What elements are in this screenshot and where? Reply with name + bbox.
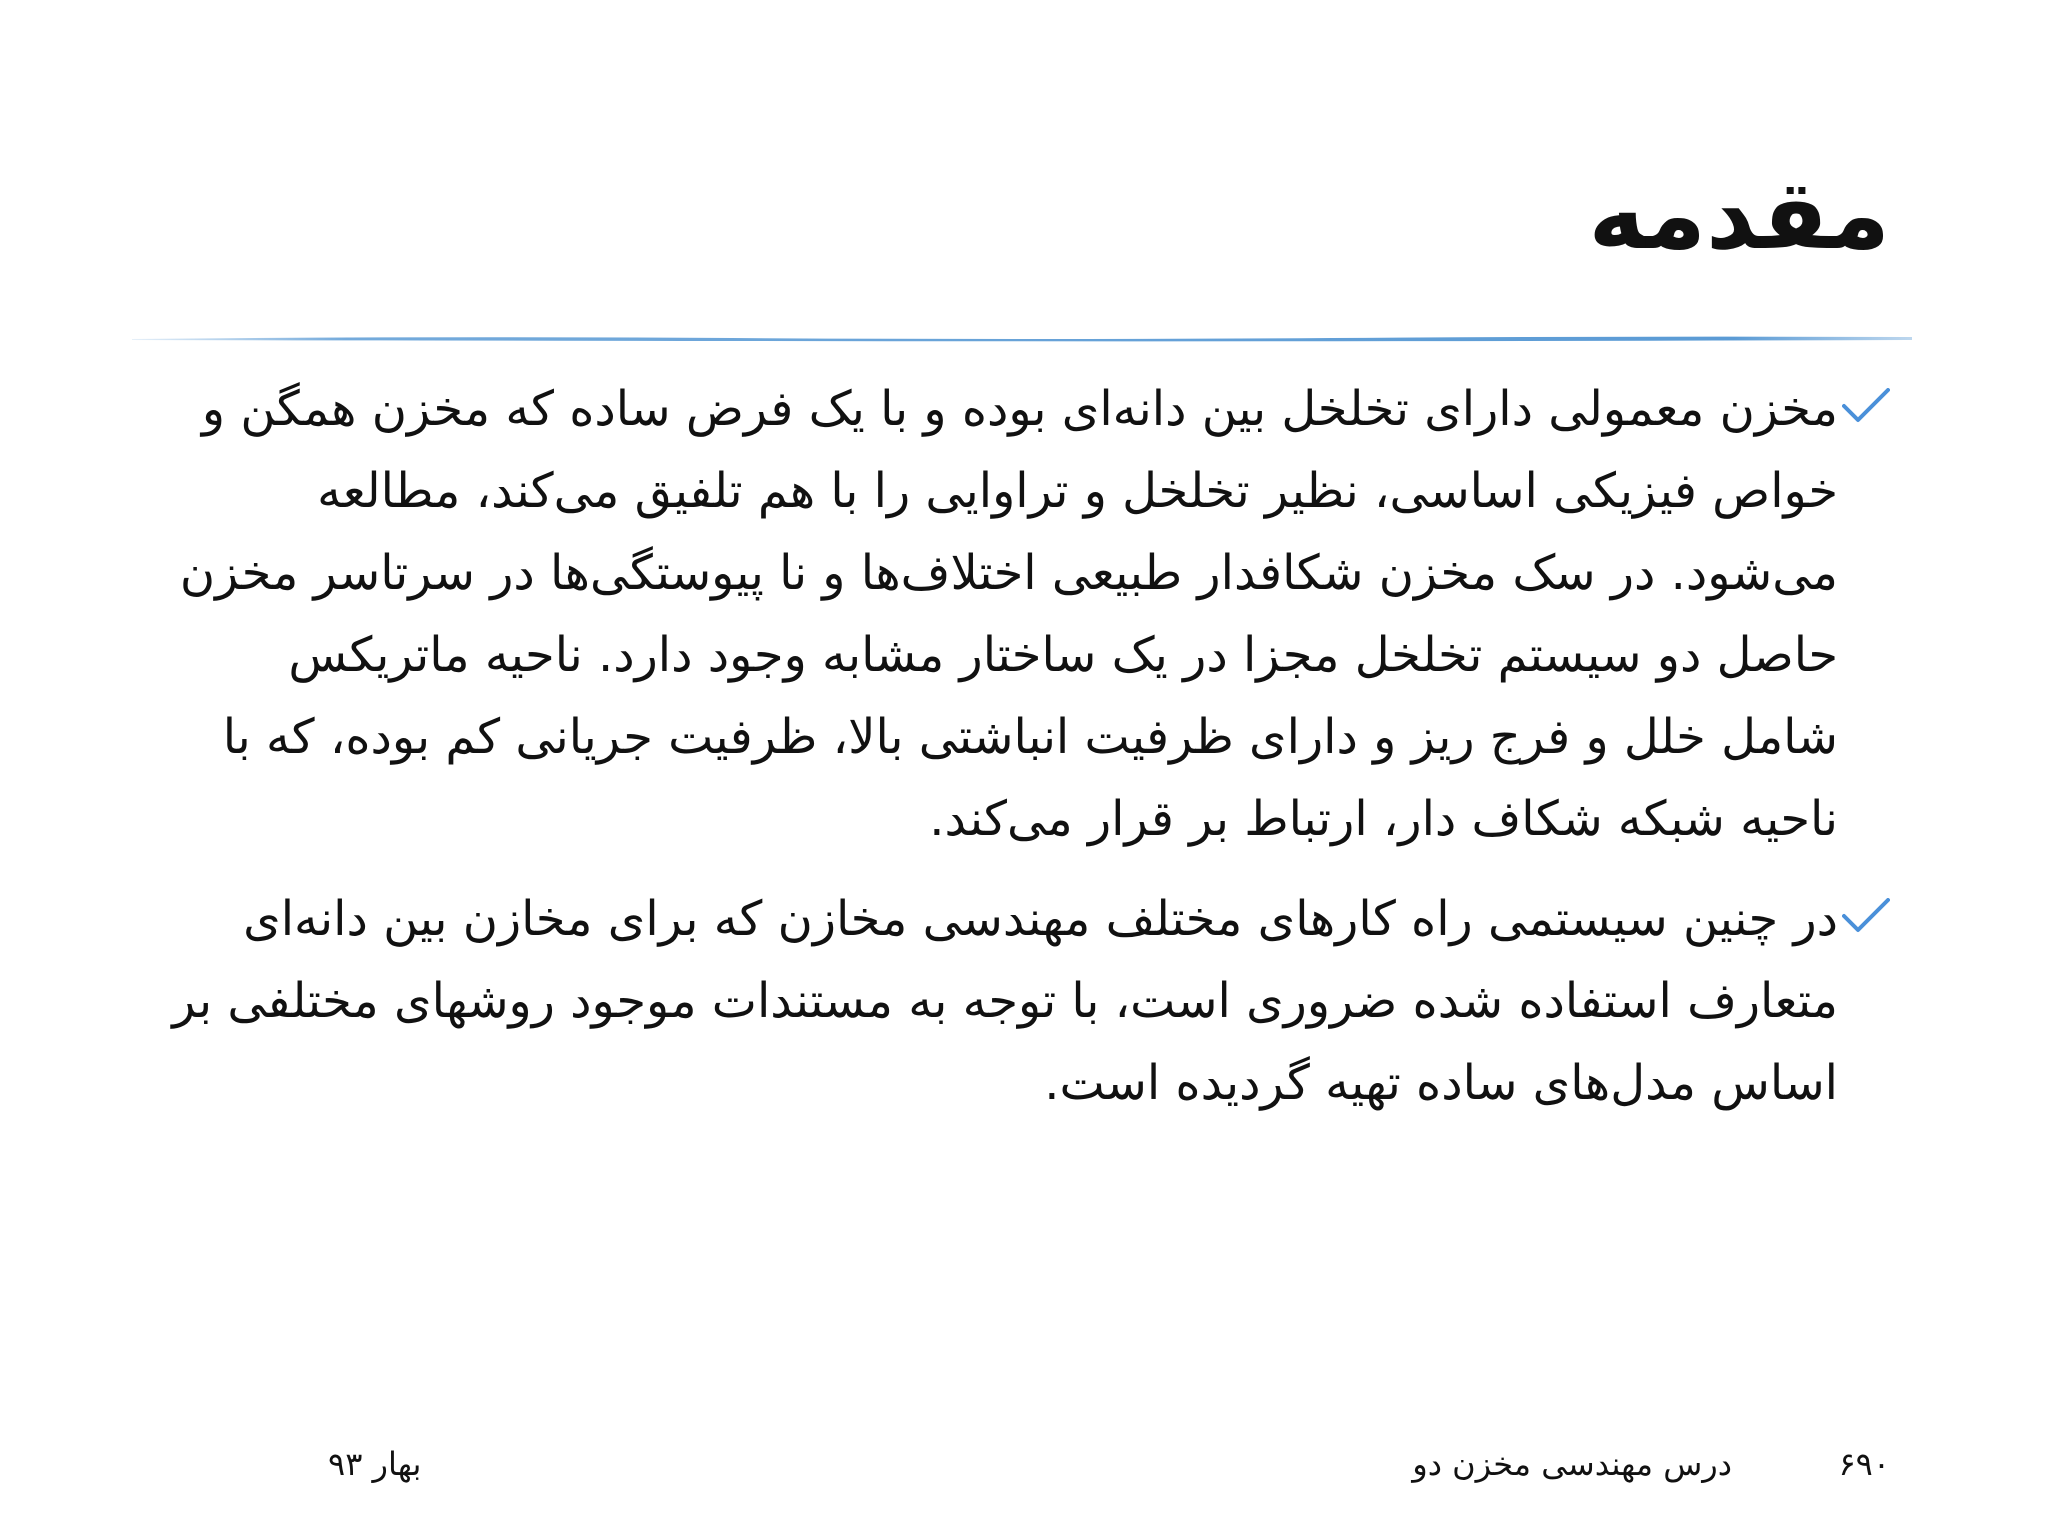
- footer-term: بهار ۹۳: [328, 1445, 422, 1483]
- bullet-text: مخزن معمولی دارای تخلخل بین دانه‌ای بوده و با یک فرض ساده که مخزن همگن و خواص فیزیکی اساسی، نظیر تخلخل و تراوایی را با هم تلفیق می‌کند، مطالعه می‌شود. در سک مخزن شکافدار طبیعی اختلاف‌ها و نا پیوستگی‌ها در سرتاسر مخزن حاصل دو سیستم تخلخل مجزا در یک ساختار مشابه وجود دارد. ناحیه ماتریکس شامل خلل و فرج ریز و دارای ظرفیت انباشتی بالا، ظرفیت جریانی کم بوده، که با ناحیه شبکه شکاف دار، ارتباط بر قرار می‌کند.: [179, 381, 1838, 847]
- bullet-text: در چنین سیستمی راه کارهای مختلف مهندسی مخازن که برای مخازن بین دانه‌ای متعارف استفاده شده ضروری است، با توجه به مستندات موجود روشهای مختلفی بر اساس مدل‌های ساده تهیه گردیده است.: [172, 891, 1838, 1111]
- title-divider-line: [132, 334, 1912, 342]
- bullet-list: [158, 368, 1838, 1142]
- title-divider: [132, 334, 1912, 342]
- page-number: ۶۹۰: [1838, 1445, 1890, 1483]
- check-icon: [1842, 898, 1890, 934]
- slide-title: مقدمه: [1588, 159, 1890, 271]
- footer-course-title: درس مهندسی مخزن دو: [1412, 1445, 1732, 1483]
- bullet-item: [158, 878, 1838, 1124]
- bullet-item: [158, 368, 1838, 860]
- check-icon: [1842, 388, 1890, 424]
